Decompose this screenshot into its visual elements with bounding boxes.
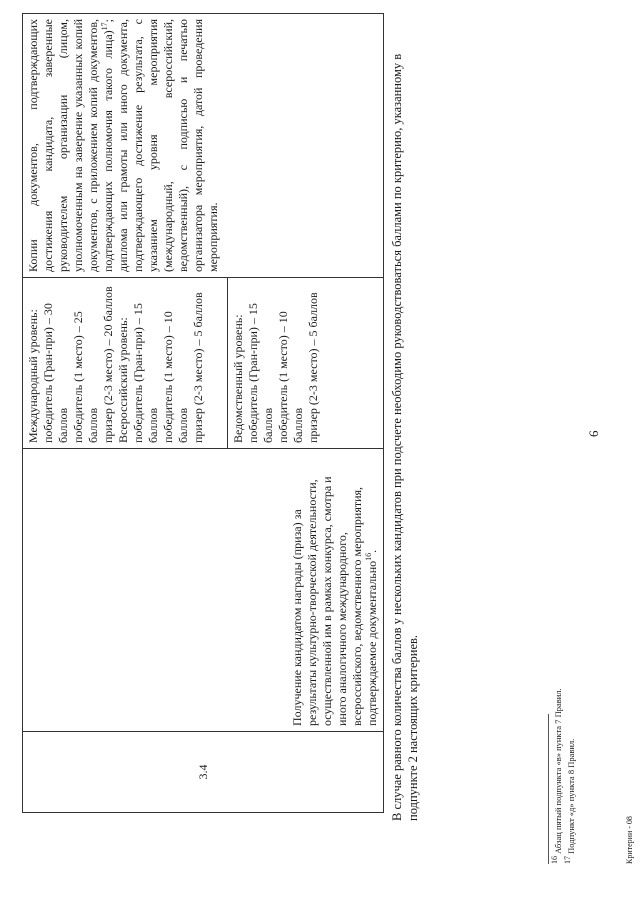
level-line: призер (2-3 место) – 20 баллов xyxy=(101,286,115,443)
documents-tail: ; диплома или грамоты или иного документа, подтверждающего достижение результата, с указанием уровня мероприятия (международный, всероссийский, ведомственный), с подписью и печатью организатора мероприятия, датой проведения мероприятия. xyxy=(101,19,220,272)
footnote-text: Абзац пятый подпункта «в» пункта 7 Правил. xyxy=(553,688,563,854)
page-footer: Критерии - 08 xyxy=(625,816,634,864)
level-line: победитель (Гран-при) – 30 баллов xyxy=(41,303,70,443)
footnote-mark: 17 xyxy=(563,856,573,864)
tie-break-note: В случае равного количества баллов у нескольких кандидатов при подсчете необходимо руководствоваться баллами по критерию, указанному в подпункте 2 настоящих критериев. xyxy=(390,53,420,821)
documents-text: Копии документов, подтверждающих достижения кандидата, заверенные руководителем организации (лицом, уполномоченным на заверение указанных копий документов, с приложением копий документов, подтверждающих полномочия такого лица) xyxy=(26,19,115,272)
page-number: 6 xyxy=(586,430,601,437)
footnote-mark: 16 xyxy=(550,856,560,864)
documents-cell xyxy=(23,14,384,278)
footnote-ref-16: 16 xyxy=(364,552,373,561)
footnote-ref-17: 17 xyxy=(100,22,109,31)
level-title: Международный уровень: xyxy=(26,309,40,443)
level-line: победитель (1 место) – 10 баллов xyxy=(276,311,305,443)
footnote-16 xyxy=(550,688,563,864)
level-line: победитель (1 место) – 10 баллов xyxy=(161,311,190,443)
level-title: Ведомственный уровень: xyxy=(231,314,245,443)
criteria-table xyxy=(22,13,384,813)
level-line: победитель (Гран-при) – 15 баллов xyxy=(131,303,160,443)
footnote-text: Подпункт «д» пункта 8 Правил. xyxy=(566,738,576,854)
level-international xyxy=(23,278,209,448)
level-line: призер (2-3 место) – 5 баллов xyxy=(191,292,205,443)
level-line: призер (2-3 место) – 5 баллов xyxy=(306,292,320,443)
table-row xyxy=(23,14,384,813)
criterion-description: Получение кандидатом награды (приза) за результаты культурно-творческой деятельности, осуществленной им в рамках конкурса, смотра и иного аналогичного международного, всероссийского, ведомственного мероприятия, подтверждаемое документально$^{16}$. xyxy=(23,449,384,732)
level-line: победитель (1 место) – 25 баллов xyxy=(71,311,100,443)
level-departmental xyxy=(227,278,324,448)
description-text: Получение кандидатом награды (приза) за результаты культурно-творческой деятельности, осуществленной им в рамках конкурса, смотра и иного аналогичного международного, всероссийского, ведомственного мероприятия, подтверждаемое документально xyxy=(290,476,379,726)
level-title: Всероссийский уровень: xyxy=(116,317,130,443)
footnote-divider xyxy=(548,714,549,864)
points-cell xyxy=(23,278,384,449)
footnote-17 xyxy=(563,738,576,864)
row-number: 3.4 xyxy=(23,732,384,813)
level-line: победитель (Гран-при) – 15 баллов xyxy=(246,303,275,443)
